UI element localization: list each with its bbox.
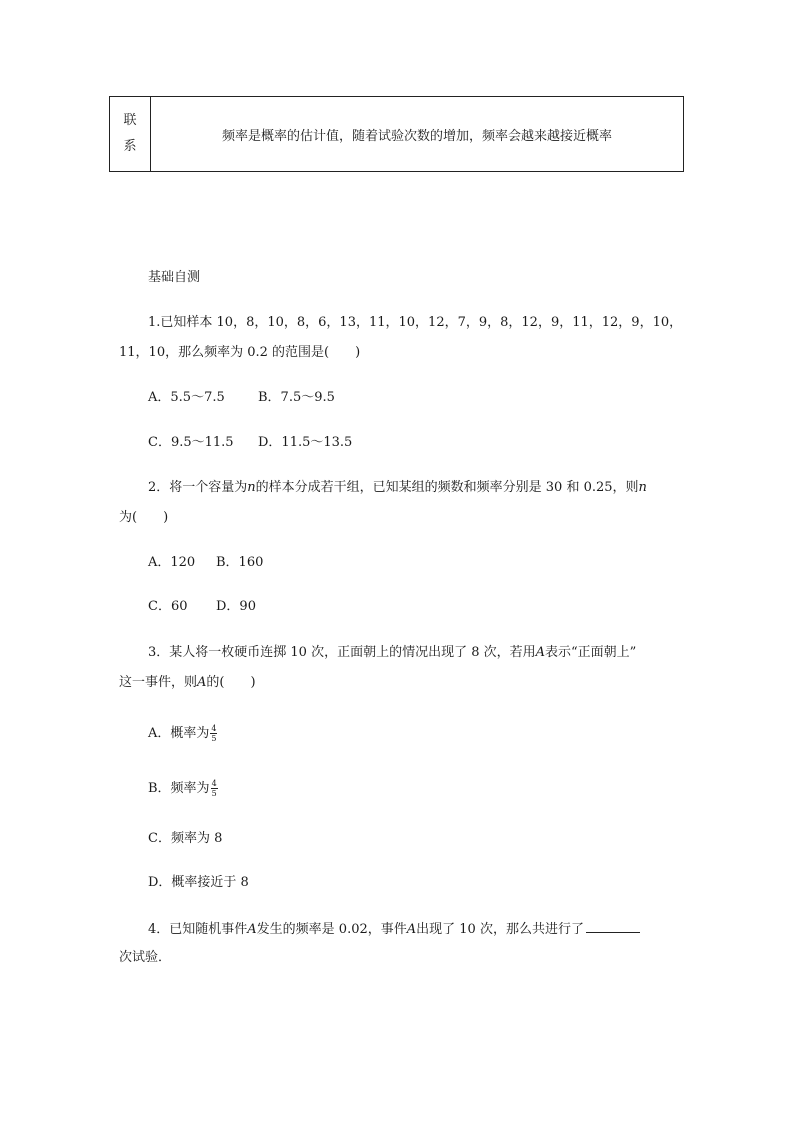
q3-option-a — [148, 724, 217, 744]
q4-stem-part-c: 出现了 10 次，那么共进行了 — [416, 922, 584, 937]
q3-option-a-prefix: A．概率为 — [148, 726, 210, 741]
q4-stem-line1 — [148, 918, 640, 940]
q3-option-c: C．频率为 8 — [148, 831, 223, 846]
q3-var-a: A — [535, 645, 546, 660]
q3-stem-part-a: 3．某人将一枚硬币连掷 10 次，正面朝上的情况出现了 8 次，若用 — [148, 645, 536, 660]
q2-stem-line1 — [148, 478, 647, 498]
q2-option-d: D．90 — [216, 599, 256, 614]
relation-label-char-1: 联 — [123, 113, 137, 128]
fraction-denominator: 5 — [211, 789, 217, 798]
answer-blank[interactable] — [586, 918, 640, 933]
q2-stem-part-b: 的样本分成若干组，已知某组的频数和频率分别是 30 和 0.25，则 — [255, 480, 639, 495]
q3-stem-part-b: 表示“正面朝上” — [545, 645, 637, 660]
q3-stem-line1 — [148, 643, 636, 663]
fraction-numerator: 4 — [211, 779, 217, 788]
q1-stem-line1: 1.已知样本 10，8，10，8，6，13，11，10，12，7，9，8，12，9，11，12，9，10， — [148, 315, 683, 330]
q3-option-d: D．概率接近于 8 — [148, 875, 249, 890]
relation-label — [110, 97, 151, 171]
q1-option-a: A．5.5～7.5 — [148, 390, 225, 405]
q2-option-b: B．160 — [216, 555, 264, 570]
q2-var-n-end: n — [638, 480, 647, 495]
q2-stem-line2: 为( ) — [119, 510, 169, 525]
section-title: 基础自测 — [148, 270, 201, 285]
fraction-numerator: 4 — [211, 724, 217, 733]
q1-option-d: D．11.5～13.5 — [258, 435, 353, 450]
q4-var-a-2: A — [406, 922, 417, 937]
q2-option-c: C．60 — [148, 599, 188, 614]
q1-option-b: B．7.5～9.5 — [258, 390, 335, 405]
q2-option-a: A．120 — [148, 555, 196, 570]
q3-stem-line2-a: 这一事件，则 — [119, 675, 198, 690]
q3-option-b-prefix: B．频率为 — [148, 781, 210, 796]
q1-option-c: C．9.5～11.5 — [148, 435, 234, 450]
relation-content: 频率是概率的估计值，随着试验次数的增加，频率会越来越接近概率 — [221, 128, 612, 144]
relation-label-char-2: 系 — [123, 139, 137, 154]
fraction-denominator: 5 — [211, 734, 217, 743]
q4-stem-part-b: 发生的频率是 0.02，事件 — [256, 922, 407, 937]
relation-table — [109, 96, 684, 172]
q3-option-a-fraction — [210, 724, 217, 743]
q4-var-a: A — [247, 922, 257, 937]
q3-option-b — [148, 779, 218, 799]
q1-stem-line2: 11，10，那么频率为 0.2 的范围是( ) — [119, 345, 361, 360]
q2-stem-part-a: 2．将一个容量为 — [148, 480, 248, 495]
q3-stem-line2 — [119, 673, 256, 693]
q4-stem-part-a: 4．已知随机事件 — [148, 922, 248, 937]
q3-option-b-fraction — [211, 779, 218, 798]
q3-var-a-2: A — [197, 675, 207, 690]
q4-stem-line2: 次试验． — [119, 950, 172, 965]
q2-var-n: n — [247, 480, 256, 495]
q3-stem-line2-b: 的( ) — [206, 675, 256, 690]
